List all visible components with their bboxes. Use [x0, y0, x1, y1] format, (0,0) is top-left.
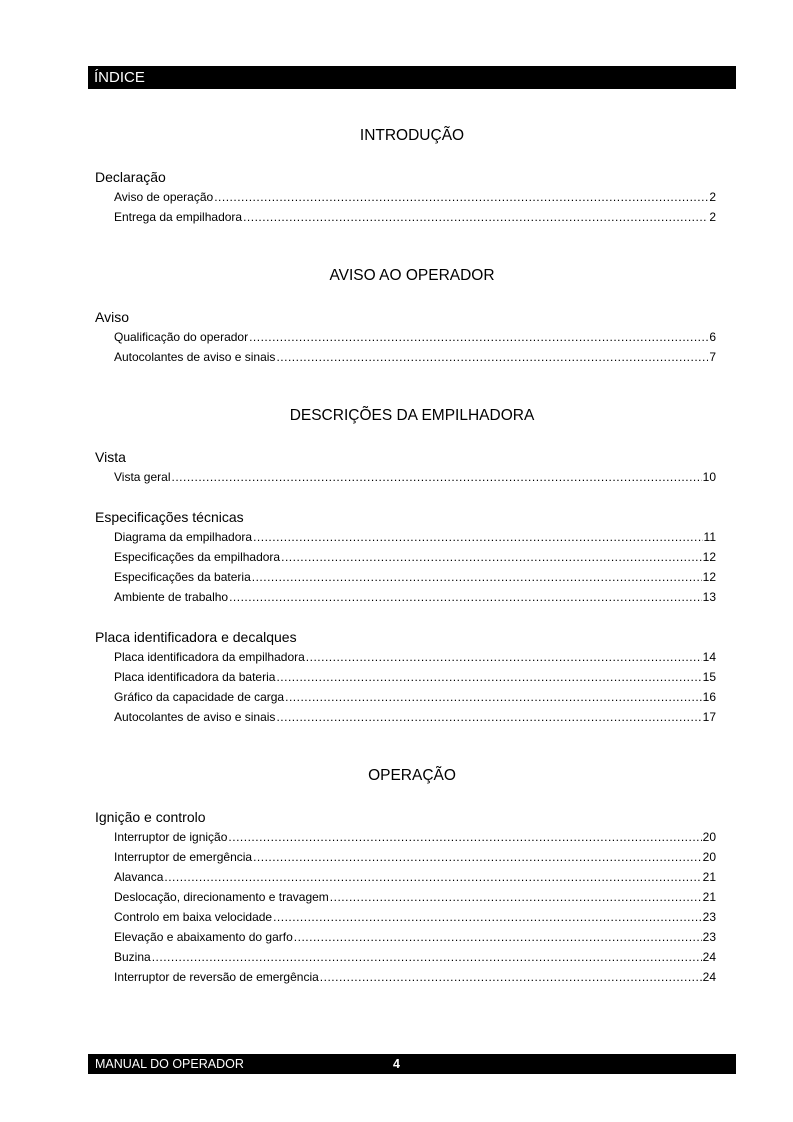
toc-entry-label: Autocolantes de aviso e sinais	[114, 350, 276, 364]
toc-entry[interactable]	[114, 829, 716, 845]
group-title: Especificações técnicas	[95, 509, 244, 525]
toc-entry-page: 23	[702, 930, 716, 944]
footer-page-number: 4	[393, 1057, 400, 1071]
toc-entry-label: Interruptor de ignição	[114, 830, 228, 844]
dot-leader	[330, 889, 702, 905]
toc-entry-page: 12	[702, 550, 716, 564]
group-title: Ignição e controlo	[95, 809, 206, 825]
toc-entry-label: Gráfico da capacidade de carga	[114, 690, 285, 704]
toc-entry[interactable]	[114, 189, 716, 205]
toc-entry-label: Deslocação, direcionamento e travagem	[114, 890, 329, 904]
toc-entry-page: 15	[702, 670, 716, 684]
toc-entry-page: 2	[709, 190, 716, 204]
toc-entry[interactable]	[114, 569, 716, 585]
toc-entry[interactable]	[114, 669, 716, 685]
dot-leader	[214, 189, 708, 205]
dot-leader	[306, 649, 702, 665]
toc-entry[interactable]	[114, 949, 716, 965]
dot-leader	[320, 969, 702, 985]
dot-leader	[252, 569, 702, 585]
group-title: Placa identificadora e decalques	[95, 629, 297, 645]
toc-entry-label: Interruptor de emergência	[114, 850, 253, 864]
toc-entry-page: 24	[702, 970, 716, 984]
dot-leader	[285, 689, 702, 705]
dot-leader	[281, 549, 702, 565]
toc-entry[interactable]	[114, 709, 716, 725]
toc-entry[interactable]	[114, 649, 716, 665]
dot-leader	[253, 849, 702, 865]
toc-entry-label: Vista geral	[114, 470, 171, 484]
toc-entry-page: 24	[702, 950, 716, 964]
toc-entry[interactable]	[114, 209, 716, 225]
toc-entry[interactable]	[114, 969, 716, 985]
toc-entry-page: 21	[702, 890, 716, 904]
toc-entry-label: Buzina	[114, 950, 151, 964]
group-title: Aviso	[95, 309, 129, 325]
toc-entry-page: 2	[709, 210, 716, 224]
part-title: AVISO AO OPERADOR	[329, 267, 495, 284]
toc-entry-label: Entrega da empilhadora	[114, 210, 243, 224]
dot-leader	[294, 929, 702, 945]
toc-entry-page: 20	[702, 850, 716, 864]
dot-leader	[243, 209, 708, 225]
toc-entry-label: Aviso de operação	[114, 190, 214, 204]
part-title: DESCRIÇÕES DA EMPILHADORA	[289, 407, 535, 424]
toc-entry-page: 20	[702, 830, 716, 844]
toc-entry-page: 23	[702, 910, 716, 924]
toc-entry-label: Especificações da bateria	[114, 570, 251, 584]
part-title: INTRODUÇÃO	[359, 127, 465, 144]
toc-entry-label: Qualificação do operador	[114, 330, 249, 344]
toc-entry[interactable]	[114, 529, 716, 545]
dot-leader	[164, 869, 701, 885]
dot-leader	[276, 709, 701, 725]
toc-entry[interactable]	[114, 549, 716, 565]
footer-manual-title: MANUAL DO OPERADOR	[95, 1057, 244, 1071]
toc-entry[interactable]	[114, 849, 716, 865]
dot-leader	[253, 529, 702, 545]
toc-entry-page: 6	[709, 330, 716, 344]
toc-entry[interactable]	[114, 869, 716, 885]
dot-leader	[171, 469, 701, 485]
dot-leader	[276, 669, 701, 685]
toc-entry-label: Ambiente de trabalho	[114, 590, 229, 604]
toc-entry-label: Controlo em baixa velocidade	[114, 910, 273, 924]
toc-entry[interactable]	[114, 929, 716, 945]
group-title: Declaração	[95, 169, 166, 185]
toc-entry-label: Elevação e abaixamento do garfo	[114, 930, 293, 944]
toc-entry[interactable]	[114, 349, 716, 365]
toc-entry-label: Placa identificadora da empilhadora	[114, 650, 305, 664]
toc-entry[interactable]	[114, 689, 716, 705]
toc-entry[interactable]	[114, 889, 716, 905]
toc-entry-page: 13	[702, 590, 716, 604]
toc-entry-label: Interruptor de reversão de emergência	[114, 970, 319, 984]
toc-entry-page: 21	[702, 870, 716, 884]
toc-entry-label: Placa identificadora da bateria	[114, 670, 276, 684]
header-bar	[88, 66, 736, 89]
footer-bar	[88, 1054, 736, 1074]
dot-leader	[276, 349, 708, 365]
toc-entry-page: 14	[702, 650, 716, 664]
toc-entry-page: 11	[703, 530, 716, 544]
toc-entry[interactable]	[114, 909, 716, 925]
toc-entry[interactable]	[114, 329, 716, 345]
toc-entry-page: 12	[702, 570, 716, 584]
group-title: Vista	[95, 449, 126, 465]
dot-leader	[249, 329, 708, 345]
toc-entry-label: Autocolantes de aviso e sinais	[114, 710, 276, 724]
toc-entry-page: 17	[702, 710, 716, 724]
toc-entry-page: 16	[702, 690, 716, 704]
toc-entry[interactable]	[114, 469, 716, 485]
header-title: ÍNDICE	[94, 69, 145, 86]
part-title: OPERAÇÃO	[368, 767, 456, 784]
toc-entry[interactable]	[114, 589, 716, 605]
dot-leader	[273, 909, 702, 925]
toc-entry-page: 10	[702, 470, 716, 484]
dot-leader	[229, 589, 702, 605]
toc-entry-page: 7	[709, 350, 716, 364]
toc-entry-label: Alavanca	[114, 870, 164, 884]
dot-leader	[228, 829, 701, 845]
toc-entry-label: Diagrama da empilhadora	[114, 530, 253, 544]
dot-leader	[152, 949, 702, 965]
toc-entry-label: Especificações da empilhadora	[114, 550, 281, 564]
